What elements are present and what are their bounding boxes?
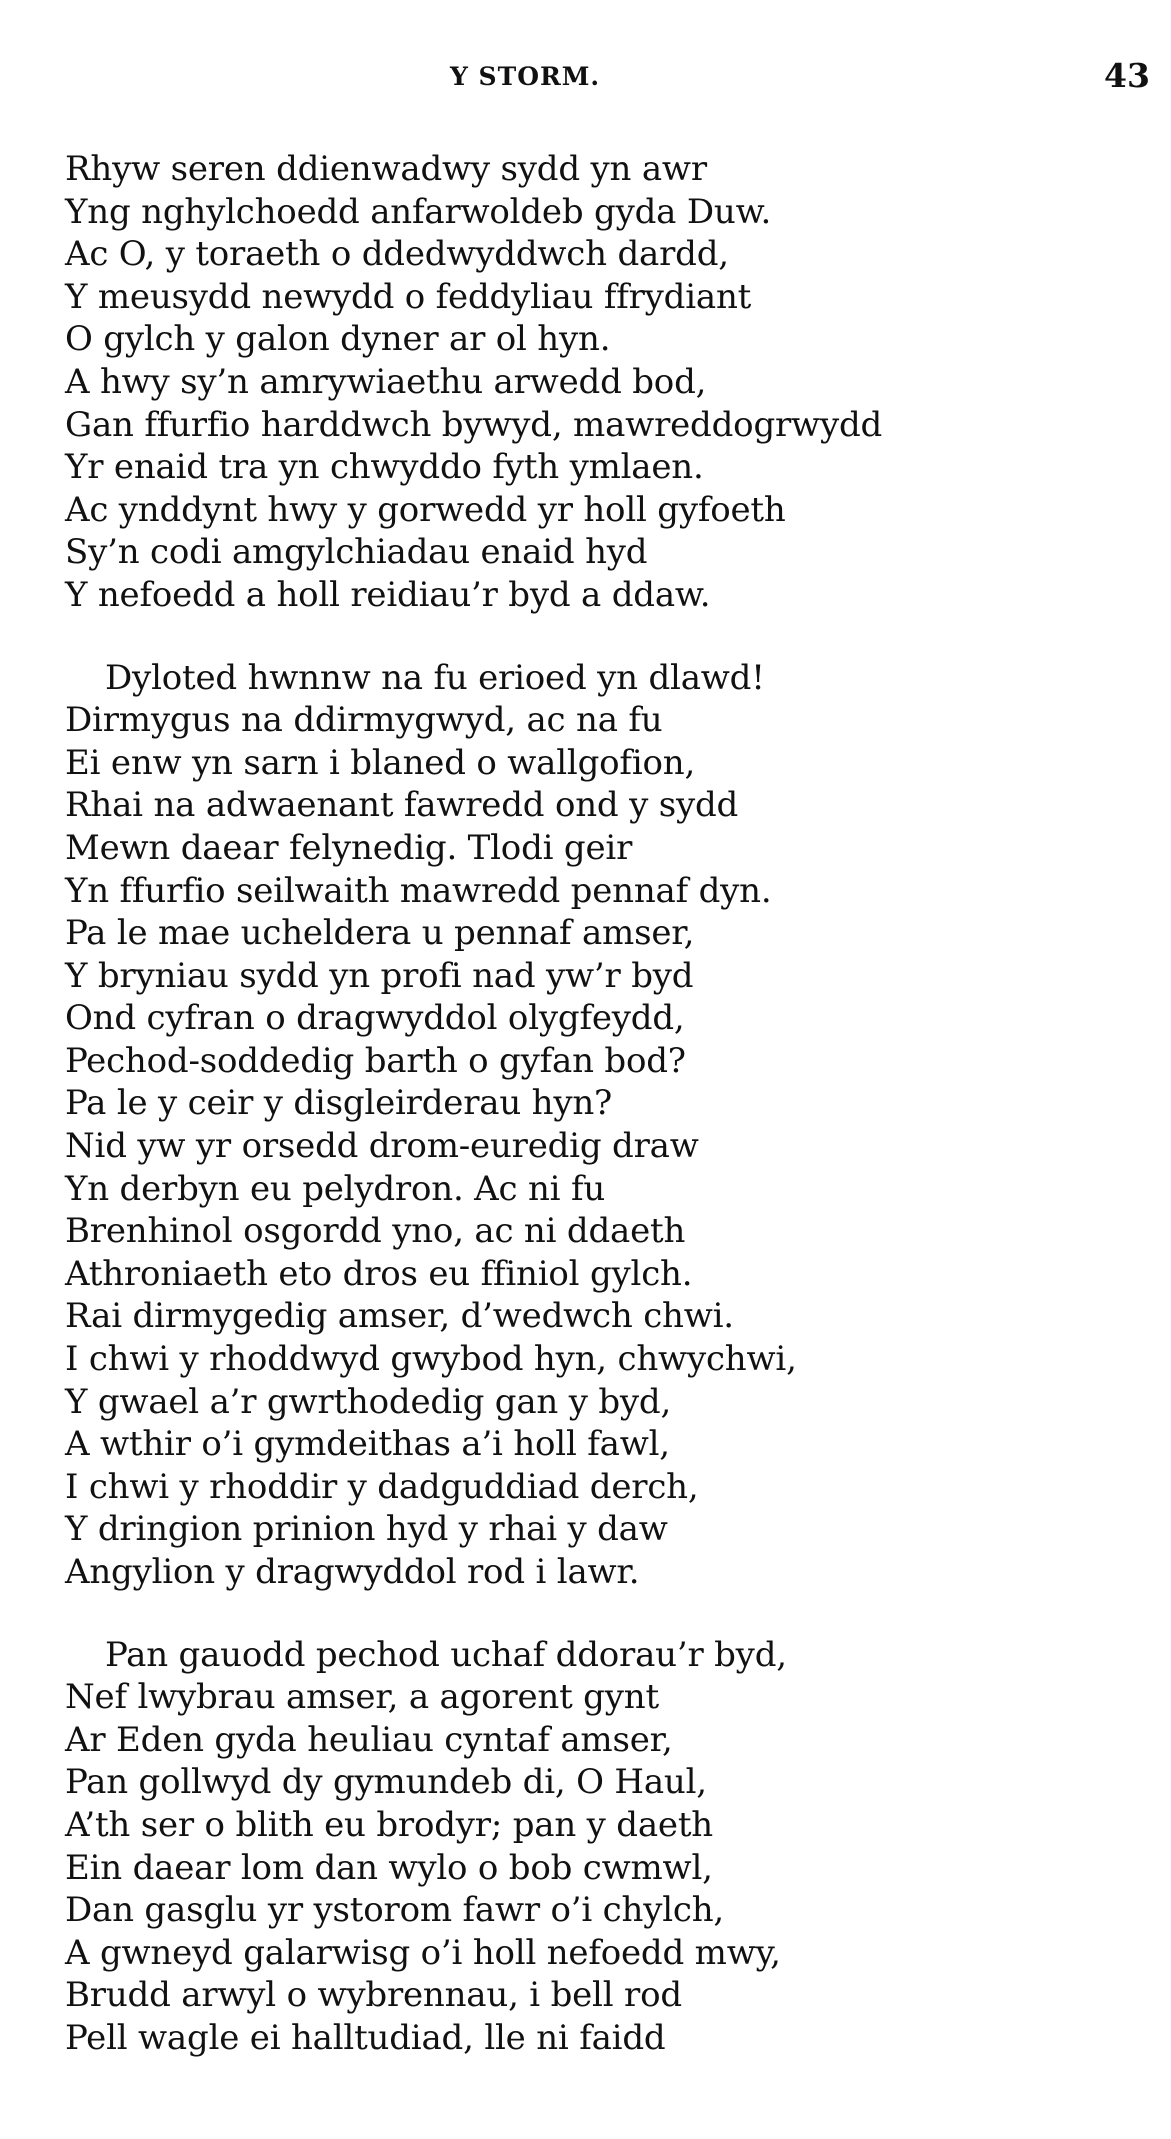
poem-line: Sy’n codi amgylchiadau enaid hyd bbox=[65, 532, 648, 573]
poem-line: Athroniaeth eto dros eu ffiniol gylch. bbox=[65, 1253, 693, 1294]
page-number: 43 bbox=[1104, 56, 1150, 95]
poem-line: Rhyw seren ddienwadwy sydd yn awr bbox=[65, 149, 707, 189]
poem-line: A wthir o’i gymdeithas a’i holl fawl, bbox=[65, 1424, 670, 1465]
poem-line: Yn ffurfio seilwaith mawredd pennaf dyn. bbox=[65, 870, 772, 911]
running-title: Y STORM. bbox=[450, 62, 601, 91]
poem-line: A gwneyd galarwisg o’i holl nefoedd mwy, bbox=[65, 1932, 781, 1973]
poem-line: Yr enaid tra yn chwyddo fyth ymlaen. bbox=[65, 447, 704, 488]
poem bbox=[65, 148, 1125, 2100]
poem-line: Y nefoedd a holl reidiau’r byd a ddaw. bbox=[65, 574, 711, 615]
poem-line: Pell wagle ei halltudiad, lle ni faidd bbox=[65, 2017, 666, 2058]
poem-line: Gan ffurfio harddwch bywyd, mawreddogrwydd bbox=[65, 404, 883, 445]
stanza-1 bbox=[65, 148, 1125, 617]
poem-line: Angylion y dragwyddol rod i lawr. bbox=[65, 1552, 640, 1592]
poem-line: Ac O, y toraeth o ddedwyddwch dardd, bbox=[65, 234, 729, 275]
poem-line: Ond cyfran o dragwyddol olygfeydd, bbox=[65, 998, 685, 1039]
poem-line: Nef lwybrau amser, a agorent gynt bbox=[65, 1677, 659, 1718]
poem-line: A hwy sy’n amrywiaethu arwedd bod, bbox=[65, 361, 707, 402]
page-header bbox=[0, 56, 1171, 102]
poem-line: Yn derbyn eu pelydron. Ac ni fu bbox=[65, 1168, 606, 1209]
poem-line: Pan gollwyd dy gymundeb di, O Haul, bbox=[65, 1762, 707, 1803]
poem-line: Yng nghylchoedd anfarwoldeb gyda Duw. bbox=[65, 191, 772, 232]
poem-line: Ar Eden gyda heuliau cyntaf amser, bbox=[65, 1719, 673, 1760]
poem-line: Pan gauodd pechod uchaf ddorau’r byd, bbox=[105, 1634, 787, 1675]
poem-line: I chwi y rhoddwyd gwybod hyn, chwychwi, bbox=[65, 1339, 797, 1380]
stanza-3 bbox=[65, 1634, 1125, 2060]
poem-line: Ein daear lom dan wylo o bob cwmwl, bbox=[65, 1847, 713, 1888]
stanza-2 bbox=[65, 657, 1125, 1594]
poem-line: A’th ser o blith eu brodyr; pan y daeth bbox=[65, 1804, 713, 1845]
poem-line: Y gwael a’r gwrthodedig gan y byd, bbox=[65, 1381, 672, 1422]
poem-line: Nid yw yr orsedd drom-euredig draw bbox=[65, 1126, 699, 1167]
poem-line: Pechod-soddedig barth o gyfan bod? bbox=[65, 1040, 686, 1081]
poem-line: Mewn daear felynedig. Tlodi geir bbox=[65, 827, 633, 868]
poem-line: Ac ynddynt hwy y gorwedd yr holl gyfoeth bbox=[65, 489, 786, 530]
poem-line: Pa le y ceir y disgleirderau hyn? bbox=[65, 1083, 613, 1124]
poem-line: Dan gasglu yr ystorom fawr o’i chylch, bbox=[65, 1890, 725, 1931]
poem-line: Dyloted hwnnw na fu erioed yn dlawd! bbox=[105, 657, 765, 698]
poem-line: Dirmygus na ddirmygwyd, ac na fu bbox=[65, 700, 663, 741]
poem-line: I chwi y rhoddir y dadguddiad derch, bbox=[65, 1466, 699, 1507]
poem-line: Brenhinol osgordd yno, ac ni ddaeth bbox=[65, 1211, 686, 1252]
poem-line: Rhai na adwaenant fawredd ond y sydd bbox=[65, 785, 739, 826]
poem-line: Rai dirmygedig amser, d’wedwch chwi. bbox=[65, 1296, 734, 1337]
poem-line: Y meusydd newydd o feddyliau ffrydiant bbox=[65, 276, 752, 317]
poem-line: O gylch y galon dyner ar ol hyn. bbox=[65, 319, 611, 360]
poem-line: Y dringion prinion hyd y rhai y daw bbox=[65, 1509, 668, 1550]
poem-line: Brudd arwyl o wybrennau, i bell rod bbox=[65, 1975, 682, 2016]
poem-line: Ei enw yn sarn i blaned o wallgofion, bbox=[65, 742, 696, 783]
poem-line: Y bryniau sydd yn profi nad yw’r byd bbox=[65, 955, 694, 996]
poem-line: Pa le mae ucheldera u pennaf amser, bbox=[65, 913, 695, 954]
